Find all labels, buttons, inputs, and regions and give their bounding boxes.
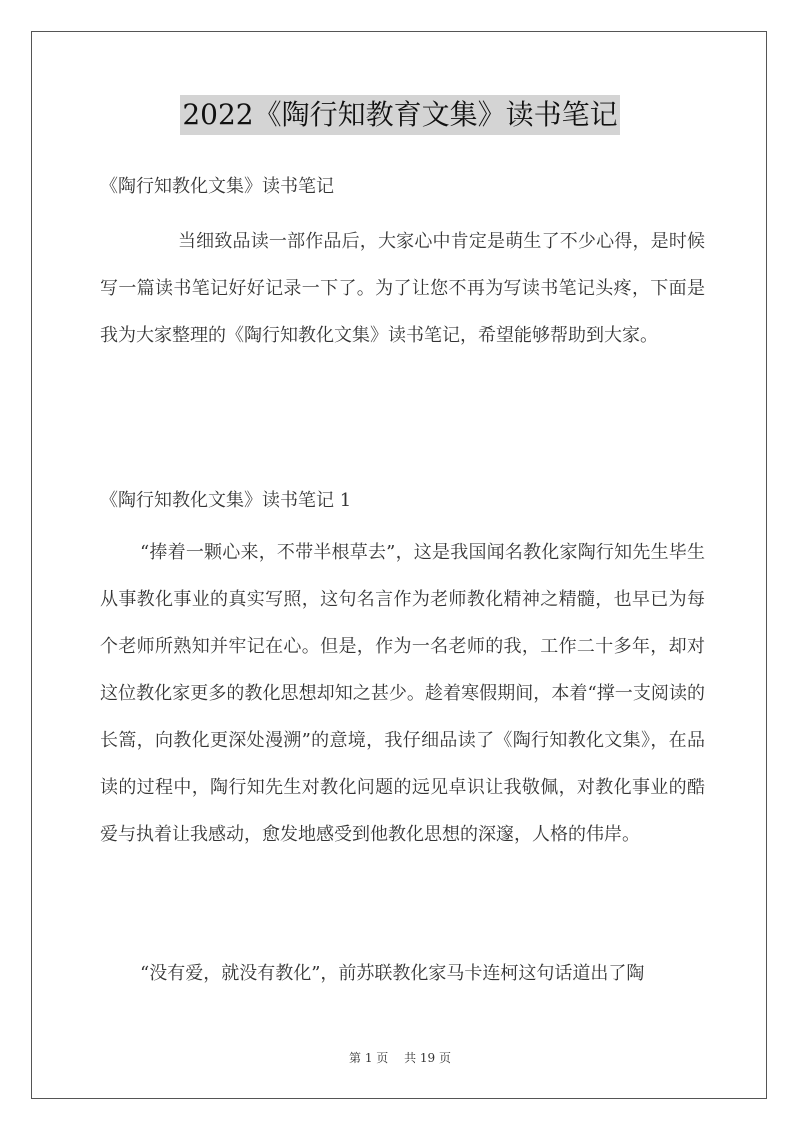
page-footer xyxy=(0,1049,800,1066)
intro-paragraph: 当细致品读一部作品后，大家心中肯定是萌生了不少心得，是时候写一篇读书笔记好好记录一下了。为了让您不再为写读书笔记头疼，下面是我为大家整理的《陶行知教化文集》读书笔记，希望能够帮助到大家。 xyxy=(100,231,705,346)
body-paragraph-1: “捧着一颗心来，不带半根草去”，这是我国闻名教化家陶行知先生毕生从事教化事业的真实写照，这句名言作为老师教化精神之精髓，也早已为每个老师所熟知并牢记在心。但是，作为一名老师的我，工作二十多年，却对这位教化家更多的教化思想却知之甚少。趁着寒假期间，本着“撑一支阅读的长篙，向教化更深处漫溯”的意境，我仔细品读了《陶行知教化文集》，在品读的过程中，陶行知先生对教化问题的远见卓识让我敬佩，对教化事业的酷爱与执着让我感动，愈发地感受到他教化思想的深邃，人格的伟岸。 xyxy=(100,542,705,845)
document-title: 2022《陶行知教育文集》读书笔记 xyxy=(180,95,619,135)
body-paragraph-2: “没有爱，就没有教化”，前苏联教化家马卡连柯这句话道出了陶 xyxy=(140,963,645,984)
page-number: 第 1 页 xyxy=(349,1051,389,1065)
title-container xyxy=(0,95,800,135)
page-total: 共 19 页 xyxy=(404,1051,451,1065)
document-subtitle: 《陶行知教化文集》读书笔记 xyxy=(100,176,334,197)
section-heading: 《陶行知教化文集》读书笔记 1 xyxy=(100,490,352,511)
